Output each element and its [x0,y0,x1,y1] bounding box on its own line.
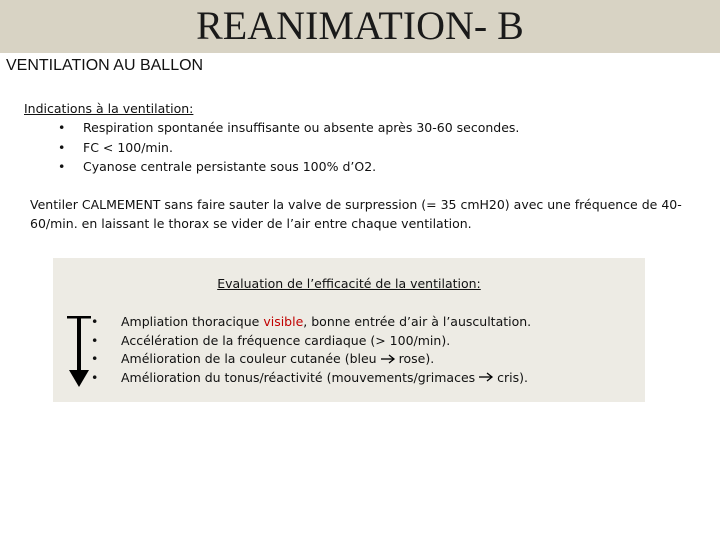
list-item-text: cris). [497,369,529,385]
indications-list [58,120,519,179]
list-item-text: rose). [398,351,435,366]
list-item [91,313,531,332]
indications-heading: Indications à la ventilation: [24,101,194,116]
evaluation-heading: Evaluation de l’efficacité de la ventilation: [217,276,481,291]
bullet: • [91,369,99,385]
ventilation-instruction: Ventiler CALMEMENT sans faire sauter la valve de surpression (= 35 cmH20) avec une fréquence de 40-60/min. en laissant le thorax se vider de l’air entre chaque ventilation. [30,197,682,231]
list-item [91,350,531,369]
list-item-text: Respiration spontanée insuffisante ou absente après 30-60 secondes. [83,120,520,135]
list-item [91,332,531,351]
list-item-text: Ampliation thoracique [121,314,264,329]
list-item-text: Cyanose centrale persistante sous 100% d’O2. [83,159,377,174]
bullet: • [91,332,99,348]
section-subtitle: VENTILATION AU BALLON [6,57,204,74]
bullet: • [58,139,66,155]
list-item [91,369,531,388]
list-item [58,140,519,158]
evaluation-box [53,258,645,402]
bullet: • [58,159,66,174]
list-item [58,159,519,177]
bullet: • [58,120,66,135]
highlighted-word: visible [263,314,304,329]
right-arrow-icon [478,369,494,387]
list-item [58,120,519,138]
list-item-text: FC < 100/min. [83,139,173,155]
evaluation-list [91,313,531,387]
title-bar [0,0,720,53]
list-item-text: Amélioration de la couleur cutanée (bleu [121,351,377,366]
list-item-text: , bonne entrée d’air à l’auscultation. [303,314,532,329]
down-arrow-icon [66,316,92,388]
page-title: REANIMATION- B [196,3,524,48]
bullet: • [91,351,99,366]
list-item-text: Accélération de la fréquence cardiaque (> 100/min). [121,332,451,348]
bullet: • [91,314,99,329]
list-item-text: Amélioration du tonus/réactivité (mouvements/grimaces [121,369,476,385]
right-arrow-icon [380,351,396,369]
